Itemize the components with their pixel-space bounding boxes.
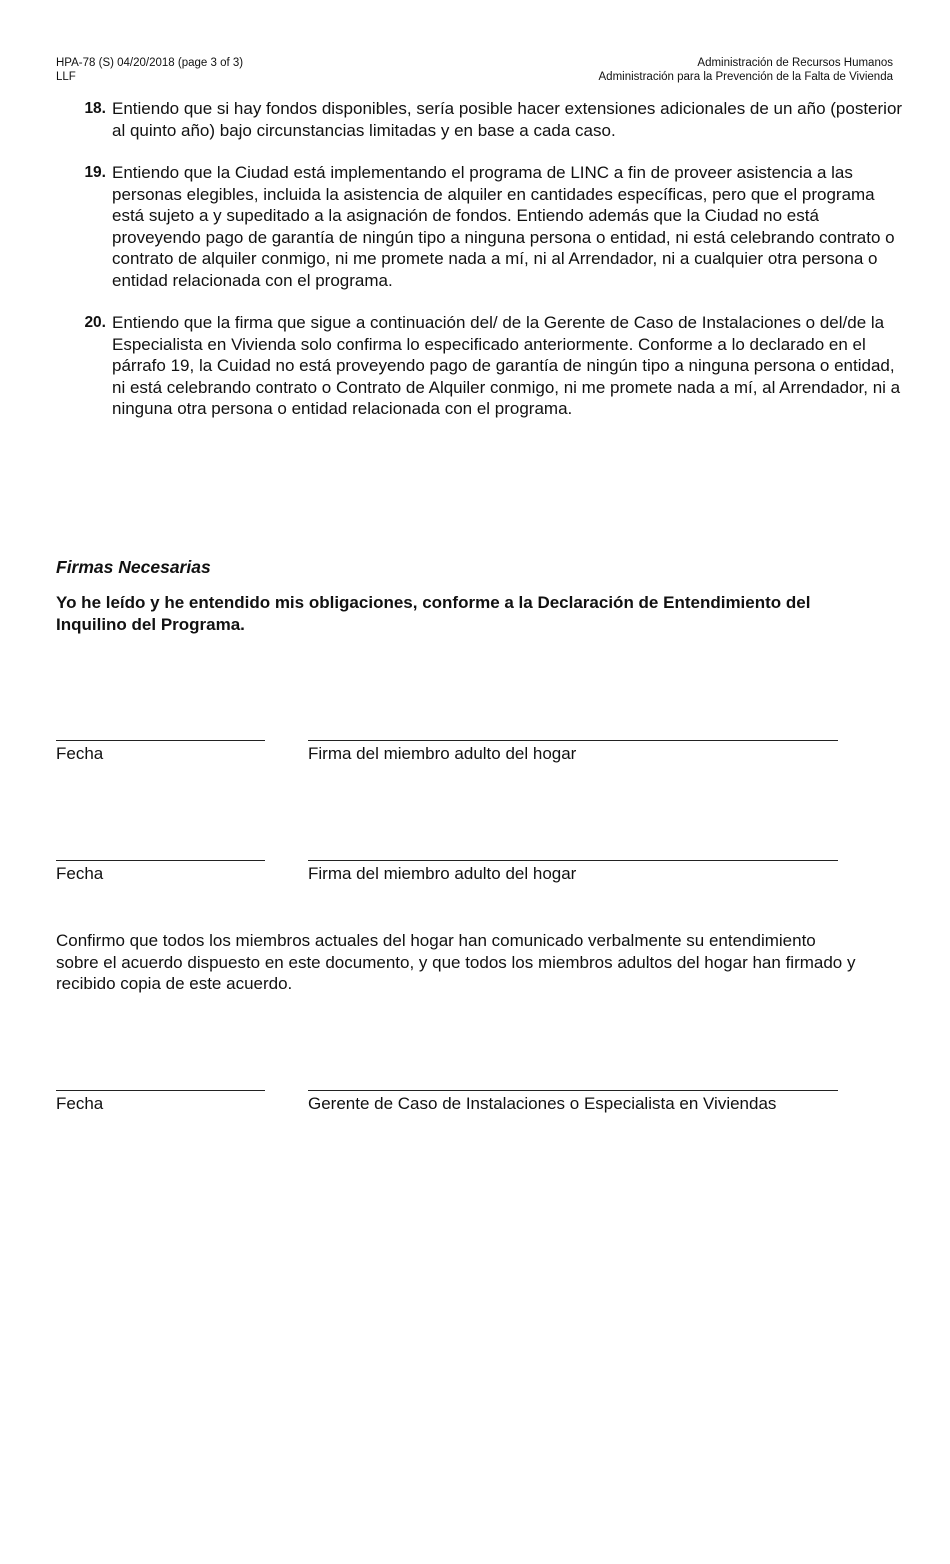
agency-name: Administración de Recursos Humanos xyxy=(697,57,893,69)
date-label: Fecha xyxy=(56,864,104,883)
signature-row-3 xyxy=(56,1090,838,1130)
date-line[interactable] xyxy=(56,860,265,861)
form-header-left xyxy=(56,56,243,84)
item-text: Entiendo que la firma que sigue a continuación del/ de la Gerente de Caso de Instalaciones o del/de la Especialista en Vivienda solo confirma lo especificado anteriormente. Conforme a lo declarado en el párrafo 19, la Cuidad no está proveyendo pago de garantía de ningún tipo a ninguna persona o entidad, ni está celebrando contrato o Contrato de Alquiler conmigo, ni me promete nada a mí, al Arrendador, ni a ninguna otra persona o entidad relacionada con el programa. xyxy=(112,313,901,418)
department-name: Administración para la Prevención de la Falta de Vivienda xyxy=(598,71,893,83)
date-line[interactable] xyxy=(56,740,265,741)
section-title: Firmas Necesarias xyxy=(56,557,211,577)
signature-line[interactable] xyxy=(308,740,838,741)
signature-row-1 xyxy=(56,740,838,780)
signature-row-2 xyxy=(56,860,838,900)
item-text: Entiendo que la Ciudad está implementando el programa de LINC a fin de proveer asistencia a las personas elegibles, incluida la asistencia de alquiler en cantidades específicas, pero que el programa está sujeto a y supeditado a la asignación de fondos. Entiendo además que la Ciudad no está proveyendo pago de garantía de ningún tipo a ninguna persona o entidad, ni está celebrando contrato o contrato de alquiler conmigo, ni me promete nada a mí, ni al Arrendador, ni a cualquier otra persona o entidad relacionada con el programa. xyxy=(112,163,895,290)
item-number: 20. xyxy=(84,314,106,331)
form-code: LLF xyxy=(56,71,76,83)
signature-line[interactable] xyxy=(308,1090,838,1091)
item-text: Entiendo que si hay fondos disponibles, sería posible hacer extensiones adicionales de un año (posterior al quinto año) bajo circunstancias limitadas y en base a cada caso. xyxy=(112,99,903,140)
date-label: Fecha xyxy=(56,1094,104,1113)
signature-label: Firma del miembro adulto del hogar xyxy=(308,744,577,763)
date-label: Fecha xyxy=(56,744,104,763)
acknowledgement-text: Yo he leído y he entendido mis obligaciones, conforme a la Declaración de Entendimiento del Inquilino del Programa. xyxy=(56,593,811,634)
date-line[interactable] xyxy=(56,1090,265,1091)
confirmation-text: Confirmo que todos los miembros actuales del hogar han comunicado verbalmente su entendimiento sobre el acuerdo dispuesto en este documento, y que todos los miembros adultos del hogar han firmado y recibido copia de este acuerdo. xyxy=(56,931,856,993)
signature-label: Gerente de Caso de Instalaciones o Especialista en Viviendas xyxy=(308,1094,777,1113)
list-item xyxy=(56,98,906,141)
list-item xyxy=(56,162,906,291)
signature-line[interactable] xyxy=(308,860,838,861)
form-header-right xyxy=(599,56,894,84)
item-number: 18. xyxy=(84,100,106,117)
form-id: HPA-78 (S) 04/20/2018 (page 3 of 3) xyxy=(56,57,244,69)
numbered-list xyxy=(56,98,906,441)
item-number: 19. xyxy=(84,164,106,181)
list-item xyxy=(56,312,906,420)
signature-label: Firma del miembro adulto del hogar xyxy=(308,864,577,883)
